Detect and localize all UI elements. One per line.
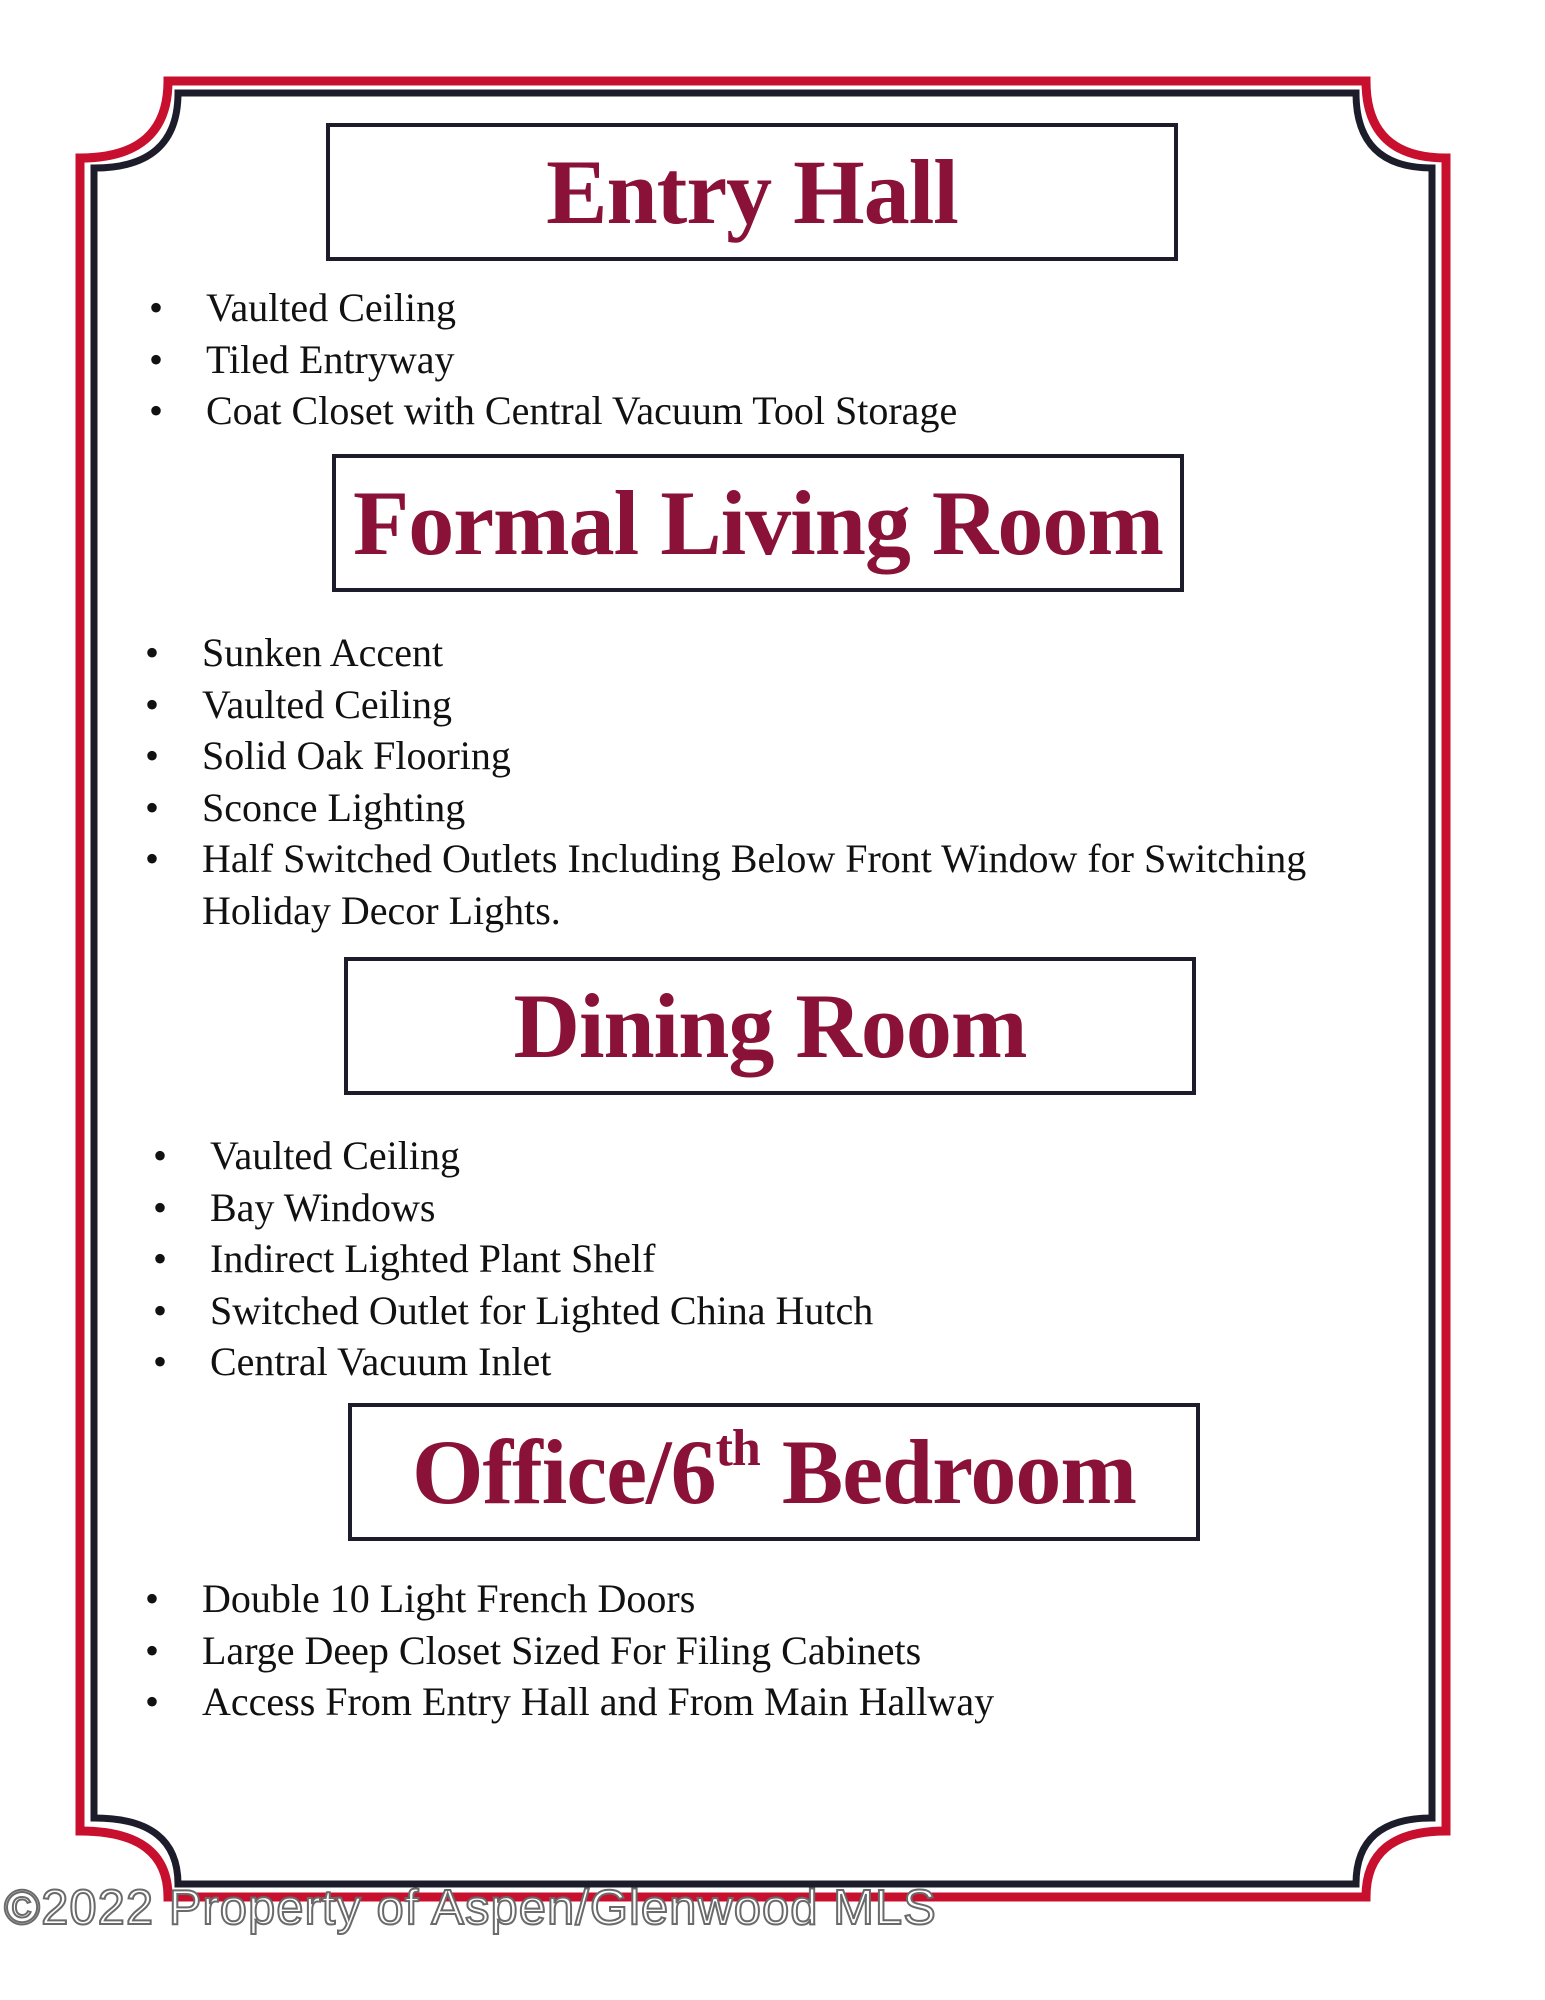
ordinal-superscript: th — [715, 1420, 760, 1477]
list-item: • Double 10 Light French Doors — [202, 1573, 1352, 1625]
bullet-icon: • — [153, 1184, 168, 1230]
bullet-icon: • — [149, 388, 164, 433]
list-item: • Switched Outlet for Lighted China Hutch — [210, 1285, 1360, 1337]
bullet-icon: • — [153, 1133, 168, 1178]
list-item: • Sunken Accent — [202, 627, 1382, 679]
entry-hall-list — [149, 282, 1356, 437]
bullet-icon: • — [153, 1287, 168, 1333]
bullet-icon: • — [149, 285, 164, 330]
formal-living-room-list — [145, 627, 1382, 936]
bullet-icon: • — [145, 1679, 160, 1724]
copyright-watermark: ©2022 Property of Aspen/Glenwood MLS — [4, 1881, 937, 1935]
formal-living-room-heading-box — [332, 454, 1184, 592]
bullet-icon: • — [145, 836, 160, 881]
bullet-icon: • — [153, 1339, 168, 1384]
list-item: • Tiled Entryway — [206, 334, 1356, 386]
list-item: • Access From Entry Hall and From Main Hallway — [202, 1676, 1352, 1728]
dining-room-heading: Dining Room — [513, 975, 1027, 1077]
bullet-icon: • — [145, 733, 160, 778]
office-bedroom-heading-box — [348, 1403, 1200, 1541]
dining-room-list — [153, 1130, 1360, 1388]
office-bedroom-list — [145, 1573, 1352, 1728]
bullet-icon: • — [145, 681, 160, 727]
entry-hall-heading: Entry Hall — [546, 141, 958, 243]
list-item: • Solid Oak Flooring — [202, 730, 1382, 782]
list-item: • Large Deep Closet Sized For Filing Cabinets — [202, 1625, 1352, 1677]
bullet-icon: • — [145, 784, 160, 830]
list-item: • Vaulted Ceiling — [210, 1130, 1360, 1182]
list-item: • Half Switched Outlets Including Below Front Window for Switching Holiday Decor Lights. — [202, 833, 1382, 936]
formal-living-room-heading: Formal Living Room — [353, 472, 1163, 574]
bullet-icon: • — [153, 1236, 168, 1281]
office-bedroom-heading: Office/6th Bedroom — [411, 1420, 1137, 1523]
entry-hall-heading-box — [326, 123, 1178, 261]
bullet-icon: • — [145, 1627, 160, 1673]
list-item: • Coat Closet with Central Vacuum Tool Storage — [206, 385, 1356, 437]
list-item: • Indirect Lighted Plant Shelf — [210, 1233, 1360, 1285]
list-item: • Bay Windows — [210, 1182, 1360, 1234]
list-item: • Sconce Lighting — [202, 782, 1382, 834]
bullet-icon: • — [149, 336, 164, 382]
list-item: • Central Vacuum Inlet — [210, 1336, 1360, 1388]
dining-room-heading-box — [344, 957, 1196, 1095]
bullet-icon: • — [145, 1576, 160, 1621]
bullet-icon: • — [145, 630, 160, 675]
list-item: • Vaulted Ceiling — [206, 282, 1356, 334]
list-item: • Vaulted Ceiling — [202, 679, 1382, 731]
